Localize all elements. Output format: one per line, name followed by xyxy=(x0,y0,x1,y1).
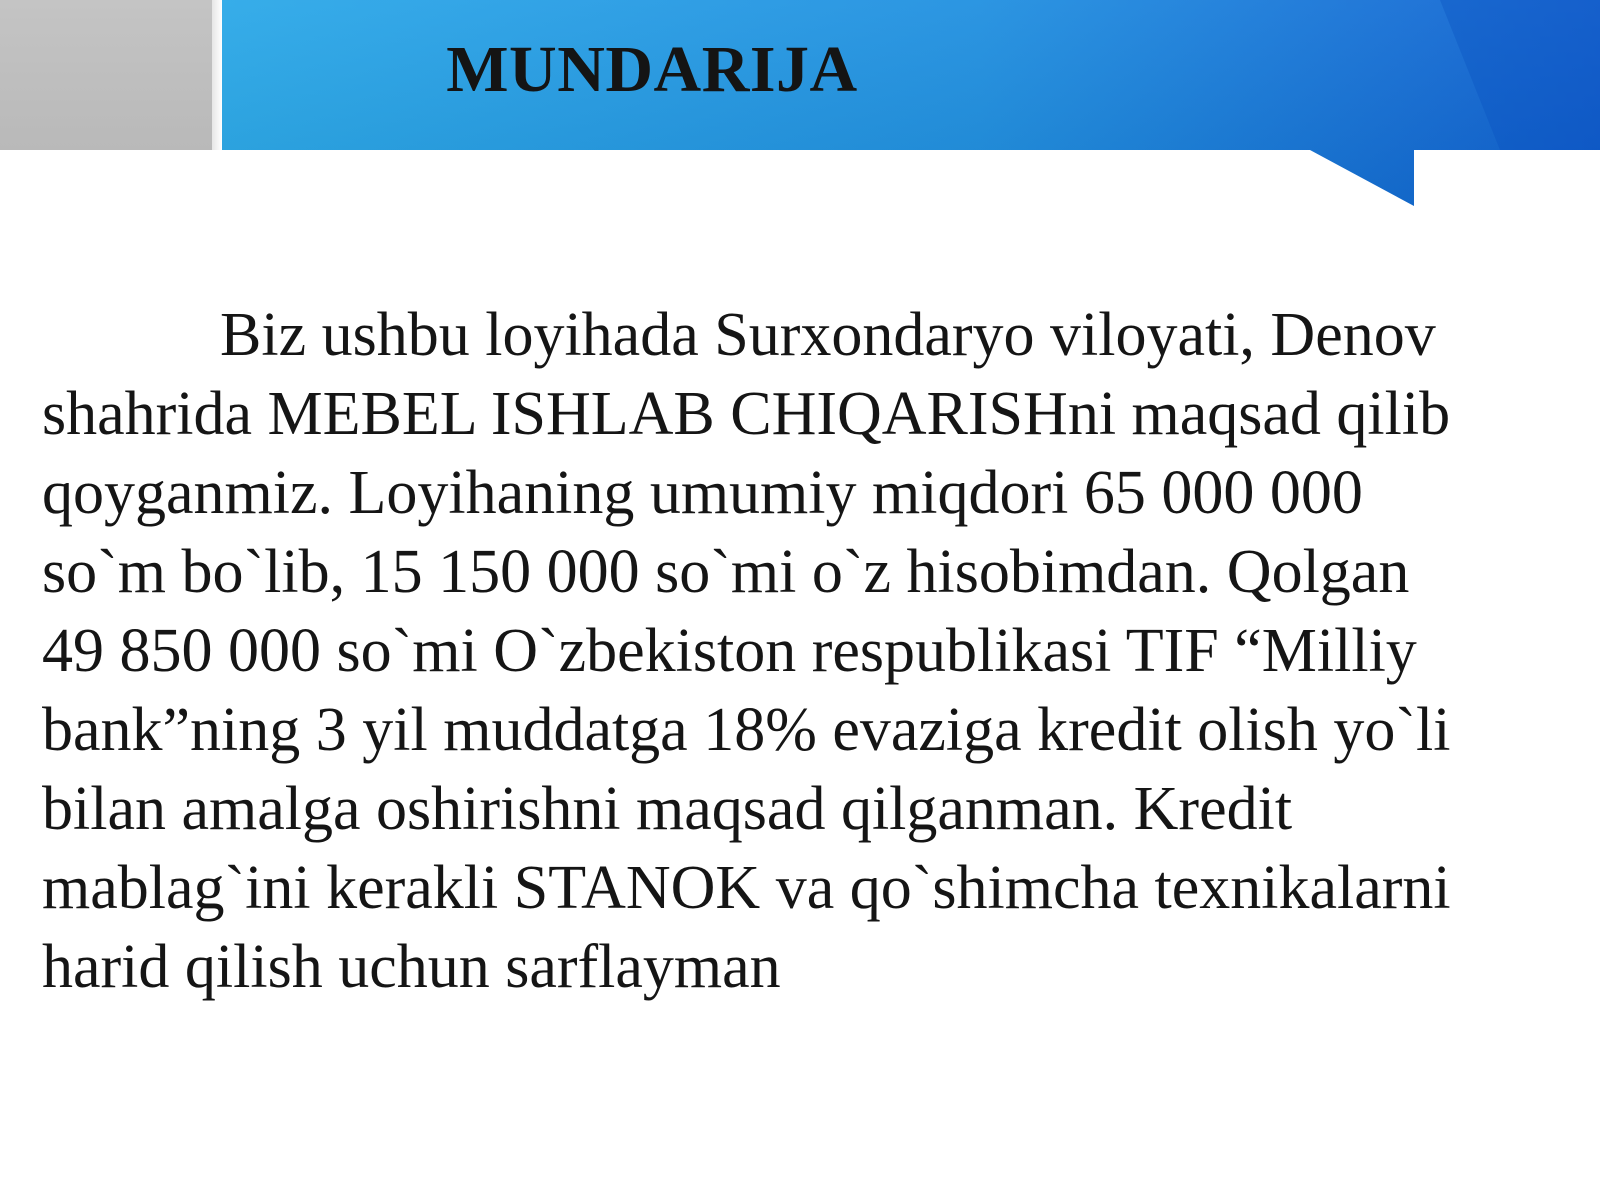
body-paragraph xyxy=(42,296,1562,1007)
paragraph-line: bilan amalga oshirishni maqsad qilganman. Kredit xyxy=(42,775,1293,843)
paragraph-line: 49 850 000 so`mi O`zbekiston respublikasi TIF “Milliy xyxy=(42,617,1417,685)
paragraph-line: bank”ning 3 yil muddatga 18% evaziga kredit olish yo`li xyxy=(42,696,1451,764)
slide-title: MUNDARIJA xyxy=(446,33,858,106)
paragraph-line: harid qilish uchun sarflayman xyxy=(42,933,781,1001)
paragraph-line: so`m bo`lib, 15 150 000 so`mi o`z hisobimdan. Qolgan xyxy=(42,538,1410,606)
paragraph-line: shahrida MEBEL ISHLAB CHIQARISHni maqsad qilib xyxy=(42,380,1451,448)
paragraph-line: mablag`ini kerakli STANOK va qo`shimcha texnikalarni xyxy=(42,854,1451,922)
paragraph-line: qoyganmiz. Loyihaning umumiy miqdori 65 000 000 xyxy=(42,459,1363,527)
paragraph-line: Biz ushbu loyihada Surxondaryo viloyati, Denov xyxy=(220,301,1436,369)
